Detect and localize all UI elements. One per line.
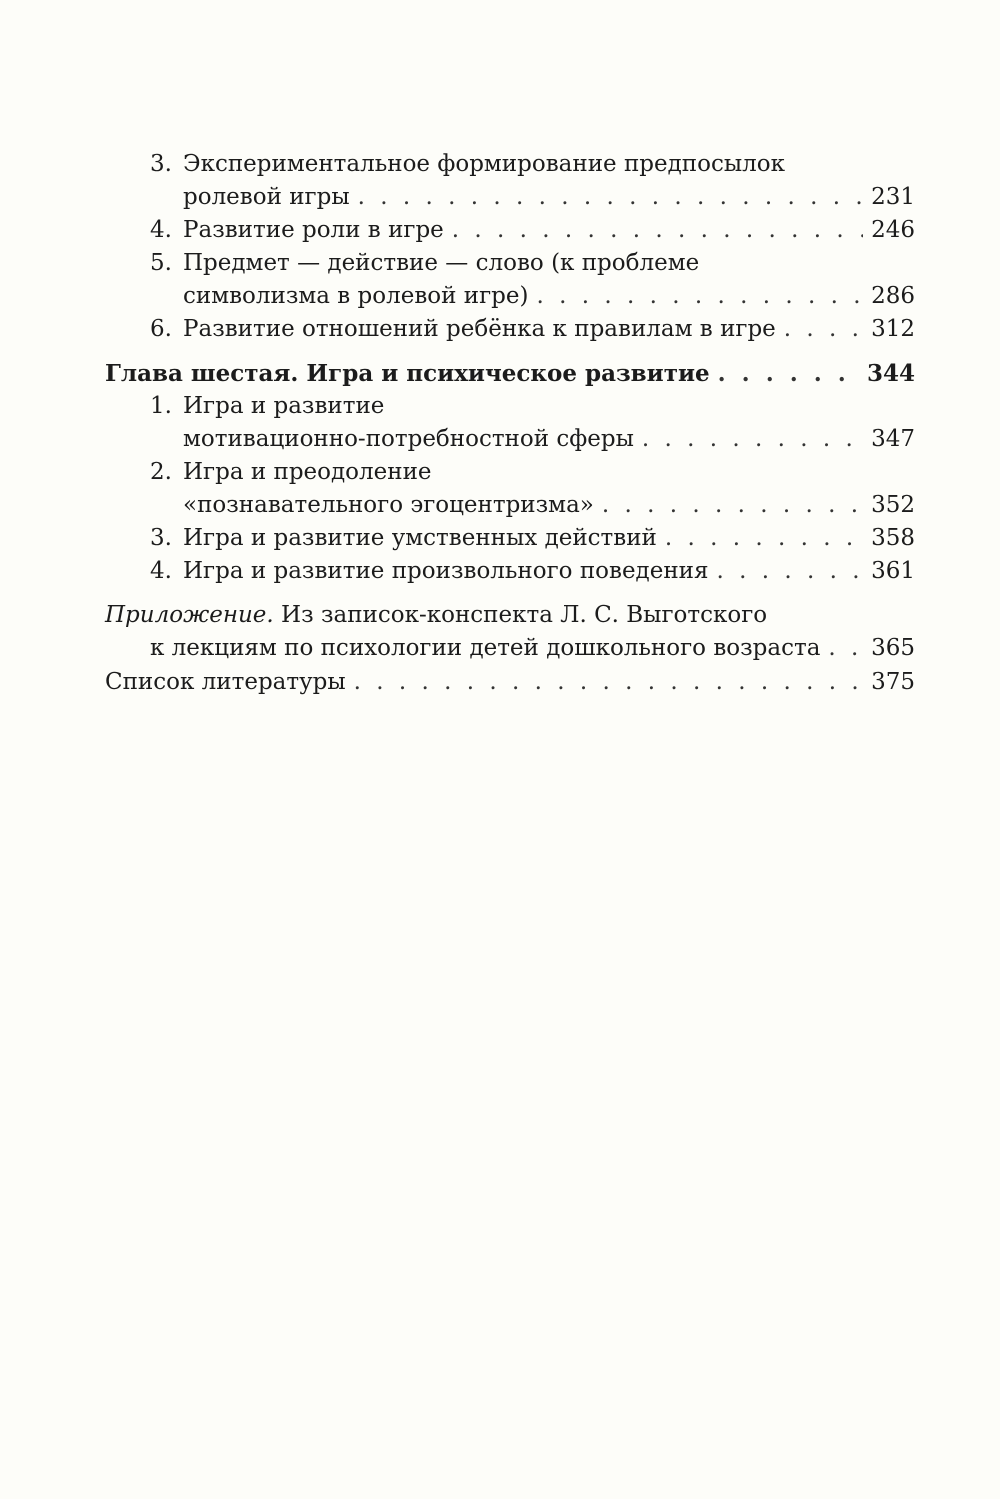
chapter-title: Глава шестая. Игра и психическое развитие	[105, 360, 710, 387]
page-number: 286	[871, 283, 915, 309]
dot-leader	[784, 313, 863, 346]
section-title-line: Игра и развитие произвольного поведения	[183, 558, 709, 584]
toc-entry-section-3[interactable]	[105, 148, 915, 214]
page-number: 246	[871, 217, 915, 243]
dot-leader	[717, 555, 864, 588]
page-number: 361	[871, 558, 915, 584]
section-title-line: Развитие отношений ребёнка к правилам в игре	[183, 316, 776, 342]
toc-entry-appendix[interactable]	[105, 599, 915, 665]
dot-leader	[718, 357, 863, 390]
section-title-line: Развитие роли в игре	[183, 217, 444, 243]
toc-entry-ch6-section-3[interactable]	[105, 522, 915, 555]
section-number: 3.	[150, 525, 172, 551]
page-number: 344	[866, 360, 915, 387]
section-title-line: Игра и развитие умственных действий	[183, 525, 657, 551]
section-number: 4.	[150, 217, 172, 243]
dot-leader	[536, 280, 863, 313]
toc-entry-section-4[interactable]	[105, 214, 915, 247]
toc-entry-references[interactable]	[105, 666, 915, 699]
toc-entry-section-6[interactable]	[105, 313, 915, 346]
page-number: 347	[871, 426, 915, 452]
dot-leader	[358, 181, 863, 214]
section-number: 1.	[150, 393, 172, 419]
appendix-title-line: к лекциям по психологии детей дошкольного возраста	[150, 635, 821, 661]
section-title-line: ролевой игры	[183, 184, 350, 210]
section-title-line: «познавательного эгоцентризма»	[183, 492, 594, 518]
section-number: 6.	[150, 316, 172, 342]
dot-leader	[354, 666, 863, 699]
toc-entry-ch6-section-2[interactable]	[105, 456, 915, 522]
dot-leader	[602, 489, 863, 522]
toc-entry-ch6-section-1[interactable]	[105, 390, 915, 456]
section-title-line: Экспериментальное формирование предпосылок	[183, 151, 785, 177]
page-number: 231	[871, 184, 915, 210]
dot-leader	[828, 632, 863, 665]
section-number: 4.	[150, 558, 172, 584]
toc-entry-chapter-6[interactable]	[105, 357, 915, 390]
appendix-title-line: Из записок-конспекта Л. С. Выготского	[281, 602, 768, 628]
dot-leader	[642, 423, 863, 456]
references-title: Список литературы	[105, 669, 346, 695]
appendix-label: Приложение.	[105, 602, 274, 628]
dot-leader	[452, 214, 863, 247]
section-number: 3.	[150, 151, 172, 177]
page-number: 312	[871, 316, 915, 342]
page-number: 352	[871, 492, 915, 518]
dot-leader	[665, 522, 863, 555]
table-of-contents	[105, 148, 915, 699]
section-title-line: мотивационно-потребностной сферы	[183, 426, 634, 452]
page-number: 358	[871, 525, 915, 551]
section-title-line: Игра и развитие	[183, 393, 385, 419]
page-number: 365	[871, 635, 915, 661]
toc-entry-ch6-section-4[interactable]	[105, 555, 915, 588]
toc-entry-section-5[interactable]	[105, 247, 915, 313]
section-number: 2.	[150, 459, 172, 485]
page-number: 375	[871, 669, 915, 695]
section-title-line: Игра и преодоление	[183, 459, 432, 485]
section-title-line: символизма в ролевой игре)	[183, 283, 529, 309]
section-title-line: Предмет — действие — слово (к проблеме	[183, 250, 700, 276]
section-number: 5.	[150, 250, 172, 276]
